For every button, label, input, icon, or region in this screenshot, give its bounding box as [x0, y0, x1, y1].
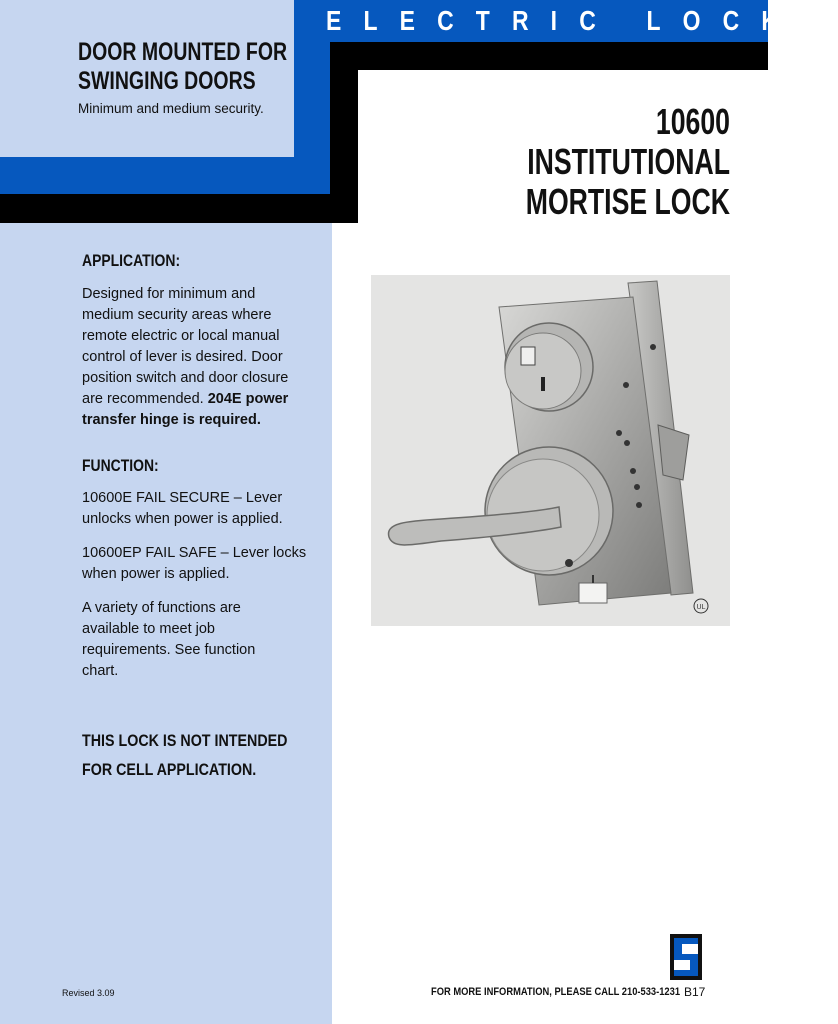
- ul-mark-text: UL: [696, 604, 706, 611]
- rose-screw: [565, 559, 573, 567]
- wire-connector: [579, 583, 607, 603]
- function-heading: FUNCTION:: [82, 456, 159, 475]
- mounting-title: [78, 38, 287, 96]
- company-logo-icon: [670, 934, 702, 980]
- function-item-fail-secure: 10600E FAIL SECURE – Lever unlocks when power is applied.: [82, 490, 283, 527]
- cell-application-warning: [82, 726, 287, 784]
- header-title: ELECTRIC LOCKS: [326, 5, 838, 36]
- header-band-black-horizontal: [0, 194, 358, 223]
- product-name-line2: MORTISE LOCK: [525, 181, 730, 222]
- warning-line1: THIS LOCK IS NOT INTENDED: [82, 731, 288, 750]
- mounting-title-line2: SWINGING DOORS: [78, 67, 256, 95]
- cylinder-logo: [521, 347, 535, 365]
- header-band-black: [330, 42, 768, 70]
- mounting-title-line1: DOOR MOUNTED FOR: [78, 38, 288, 66]
- mounting-subtitle: Minimum and medium security.: [78, 101, 264, 116]
- contact-info: FOR MORE INFORMATION, PLEASE CALL 210-533-1231: [431, 986, 681, 998]
- revised-date: Revised 3.09: [62, 988, 115, 998]
- application-body: Designed for minimum and medium security areas where remote electric or local manual control of lever is desired. Door position switch and door closure are recommended.: [82, 286, 289, 407]
- latch-bolt: [658, 425, 689, 480]
- page-number: B17: [684, 985, 706, 999]
- product-name-line1: INSTITUTIONAL: [527, 141, 730, 182]
- cylinder-face: [505, 333, 581, 409]
- product-photo: [371, 275, 730, 626]
- function-item-variety: A variety of functions are available to meet job requirements. See function chart.: [82, 600, 256, 679]
- application-heading: APPLICATION:: [82, 251, 181, 270]
- application-body-bold: 204E power transfer hinge is required.: [82, 391, 289, 428]
- mortise-lock-illustration: [371, 275, 730, 626]
- product-number: 10600: [655, 101, 730, 142]
- function-item-fail-safe: 10600EP FAIL SAFE – Lever locks when power is applied.: [82, 545, 307, 582]
- header-band-blue-horizontal: [0, 157, 330, 194]
- application-text: [82, 284, 307, 431]
- keyway: [541, 377, 545, 391]
- warning-line2: FOR CELL APPLICATION.: [82, 760, 257, 779]
- product-title: [526, 102, 730, 222]
